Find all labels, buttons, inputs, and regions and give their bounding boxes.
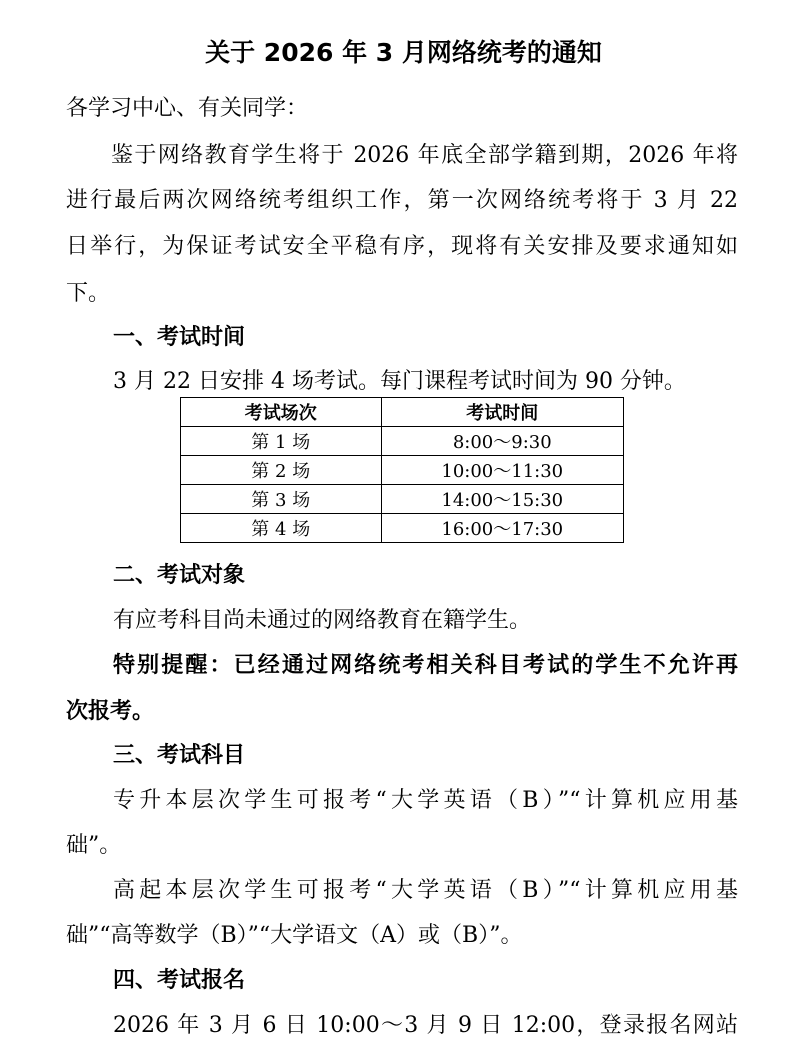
table-cell-time: 16:00～17:30 (381, 514, 624, 543)
table-header-time: 考试时间 (381, 398, 624, 427)
section-heading-time: 一、考试时间 (113, 325, 246, 350)
table-row (181, 485, 624, 514)
subjects-para2-line1: 高起本层次学生可报考“大学英语（B）”“计算机应用基 (113, 878, 738, 903)
registration-text: 2026 年 3 月 6 日 10:00～3 月 9 日 12:00，登录报名网站 (113, 1013, 738, 1038)
intro-line-2: 进行最后两次网络统考组织工作，第一次网络统考将于 3 月 22 (66, 188, 738, 213)
page-title: 关于 2026 年 3 月网络统考的通知 (205, 38, 602, 67)
exam-schedule-table (180, 397, 624, 543)
section-heading-subjects: 三、考试科目 (113, 743, 246, 768)
subjects-para1-line2: 础”。 (66, 833, 122, 858)
intro-line-3: 日举行，为保证考试安全平稳有序，现将有关安排及要求通知如 (66, 234, 738, 259)
table-cell-session: 第 1 场 (181, 427, 382, 456)
salutation: 各学习中心、有关同学： (66, 96, 309, 121)
subjects-para2-line2: 础”“高等数学（B）”“大学语文（A）或（B）”。 (66, 923, 523, 948)
section-heading-target: 二、考试对象 (113, 563, 246, 588)
intro-line-1: 鉴于网络教育学生将于 2026 年底全部学籍到期，2026 年将 (111, 143, 738, 168)
exam-target-text: 有应考科目尚未通过的网络教育在籍学生。 (113, 608, 532, 633)
table-row (181, 456, 624, 485)
special-reminder-line-1: 特别提醒：已经通过网络统考相关科目考试的学生不允许再 (113, 653, 738, 678)
table-header-row (181, 398, 624, 427)
table-row (181, 514, 624, 543)
special-reminder-line-2: 次报考。 (66, 699, 155, 724)
exam-time-text: 3 月 22 日安排 4 场考试。每门课程考试时间为 90 分钟。 (113, 369, 686, 394)
table-cell-session: 第 4 场 (181, 514, 382, 543)
table-cell-session: 第 3 场 (181, 485, 382, 514)
table-cell-time: 10:00～11:30 (381, 456, 624, 485)
table-row (181, 427, 624, 456)
table-cell-time: 14:00～15:30 (381, 485, 624, 514)
subjects-para1-line1: 专升本层次学生可报考“大学英语（B）”“计算机应用基 (113, 788, 738, 813)
section-heading-registration: 四、考试报名 (113, 968, 246, 993)
intro-line-4: 下。 (66, 281, 111, 306)
table-cell-time: 8:00～9:30 (381, 427, 624, 456)
table-header-session: 考试场次 (181, 398, 382, 427)
table-cell-session: 第 2 场 (181, 456, 382, 485)
